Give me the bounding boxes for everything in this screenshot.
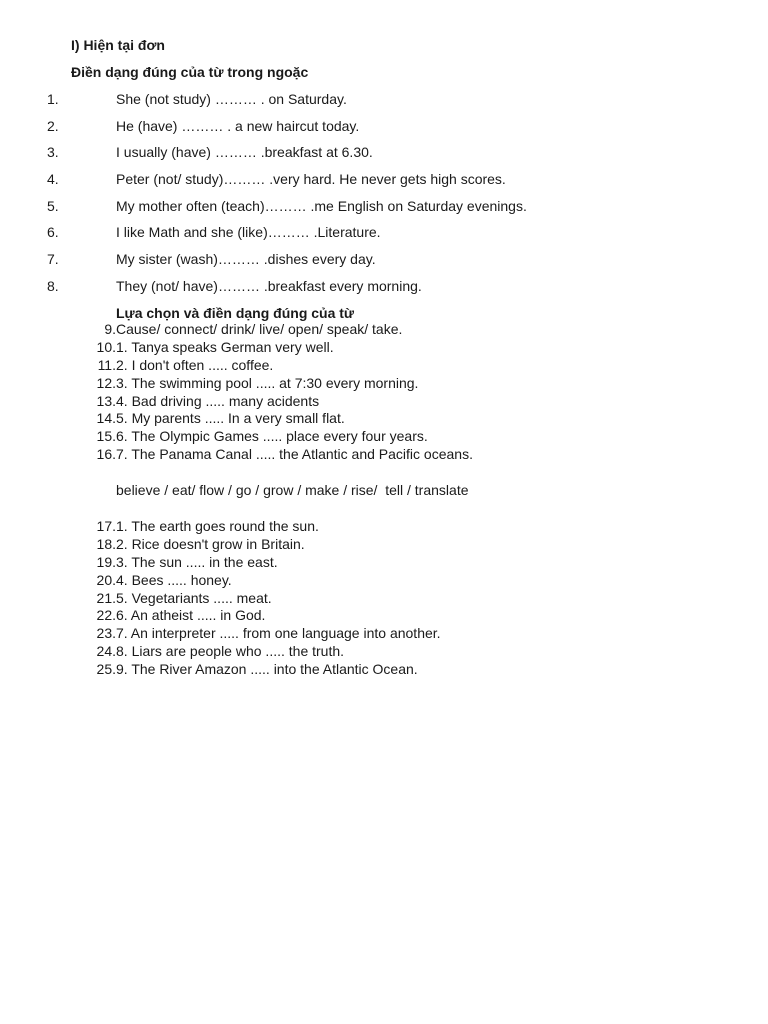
exercise-item	[0, 339, 768, 357]
item-number: 5.	[47, 197, 59, 214]
exercise-item	[0, 428, 768, 446]
item-number: 12.	[96, 374, 116, 391]
exercise-item	[0, 590, 768, 608]
item-number: 2.	[47, 117, 59, 134]
item-text: I like Math and she (like)……… .Literature.	[116, 224, 381, 241]
exercise-item	[0, 518, 768, 536]
exercise-item	[0, 321, 768, 339]
item-number: 8.	[47, 277, 59, 294]
item-number: 6.	[47, 224, 59, 241]
item-number: 10.	[96, 338, 116, 355]
exercise-item	[0, 250, 768, 277]
item-text: 6. An atheist ..... in God.	[116, 607, 266, 624]
item-number: 19.	[96, 553, 116, 570]
item-number: 7.	[47, 251, 59, 268]
instruction-choose-words: Lựa chọn và điền dạng đúng của từ	[116, 305, 355, 321]
exercise-item	[0, 197, 768, 224]
item-text: She (not study) ……… . on Saturday.	[116, 91, 347, 107]
item-text: 6. The Olympic Games ..... place every four years.	[116, 428, 428, 445]
exercise-item	[0, 393, 768, 411]
exercise-item	[0, 410, 768, 428]
item-number: 21.	[96, 589, 116, 606]
item-number: 11.	[97, 356, 116, 373]
item-number: 20.	[96, 571, 116, 588]
item-text: 7. An interpreter ..... from one language into another.	[116, 625, 441, 642]
exercise-list-2	[0, 321, 768, 464]
item-text: 3. The swimming pool ..... at 7:30 every morning.	[116, 374, 419, 391]
item-number: 1.	[47, 91, 59, 107]
item-text: 1. The earth goes round the sun.	[116, 518, 319, 534]
item-text: 4. Bees ..... honey.	[116, 571, 232, 588]
item-text: Peter (not/ study)……… .very hard. He never gets high scores.	[116, 171, 506, 188]
item-text: 7. The Panama Canal ..... the Atlantic and Pacific oceans.	[116, 446, 473, 463]
exercise-item	[0, 661, 768, 679]
item-number: 15.	[96, 428, 116, 445]
item-text: He (have) ……… . a new haircut today.	[116, 117, 360, 134]
item-text: 3. The sun ..... in the east.	[116, 553, 278, 570]
exercise-item	[0, 223, 768, 250]
item-number: 23.	[96, 625, 116, 642]
item-number: 24.	[96, 643, 116, 660]
item-number: 9.	[104, 321, 116, 337]
item-text: 9. The River Amazon ..... into the Atlantic Ocean.	[116, 661, 418, 678]
item-number: 18.	[96, 535, 116, 552]
exercise-item	[0, 625, 768, 643]
item-number: 17.	[96, 518, 116, 534]
item-number: 22.	[96, 607, 116, 624]
exercise-item	[0, 375, 768, 393]
item-number: 13.	[96, 392, 116, 409]
item-text: 2. Rice doesn't grow in Britain.	[116, 535, 305, 552]
item-text: 5. Vegetariants ..... meat.	[116, 589, 272, 606]
exercise-item	[0, 90, 768, 117]
exercise-item	[0, 170, 768, 197]
item-text: They (not/ have)……… .breakfast every morning.	[116, 277, 422, 294]
exercise-item	[0, 643, 768, 661]
item-text: 2. I don't often ..... coffee.	[116, 356, 274, 373]
exercise-list-3	[0, 518, 768, 679]
item-text: My sister (wash)……… .dishes every day.	[116, 251, 376, 268]
item-text: 8. Liars are people who ..... the truth.	[116, 643, 345, 660]
exercise-item	[0, 536, 768, 554]
item-number: 4.	[47, 171, 59, 188]
exercise-item	[0, 277, 768, 304]
section-title: I) Hiện tại đơn	[71, 37, 165, 53]
exercise-item	[0, 117, 768, 144]
item-number: 14.	[96, 410, 116, 427]
item-number: 25.	[96, 661, 116, 678]
exercise-item	[0, 572, 768, 590]
word-bank-1: Cause/ connect/ drink/ live/ open/ speak/ take.	[116, 321, 403, 337]
word-bank-2: believe / eat/ flow / go / grow / make / rise/ tell / translate	[116, 482, 469, 498]
item-text: 4. Bad driving ..... many acidents	[116, 392, 320, 409]
exercise-item	[0, 554, 768, 572]
item-number: 3.	[47, 144, 59, 161]
item-text: 1. Tanya speaks German very well.	[116, 338, 334, 355]
exercise-item	[0, 143, 768, 170]
exercise-item	[0, 357, 768, 375]
exercise-item	[0, 607, 768, 625]
item-text: I usually (have) ……… .breakfast at 6.30.	[116, 144, 373, 161]
exercise-list-1	[0, 90, 768, 304]
exercise-item	[0, 446, 768, 464]
item-text: 5. My parents ..... In a very small flat.	[116, 410, 345, 427]
item-number: 16.	[96, 446, 116, 463]
item-text: My mother often (teach)……… .me English on Saturday evenings.	[116, 197, 527, 214]
instruction-fill-brackets: Điền dạng đúng của từ trong ngoặc	[71, 64, 309, 80]
